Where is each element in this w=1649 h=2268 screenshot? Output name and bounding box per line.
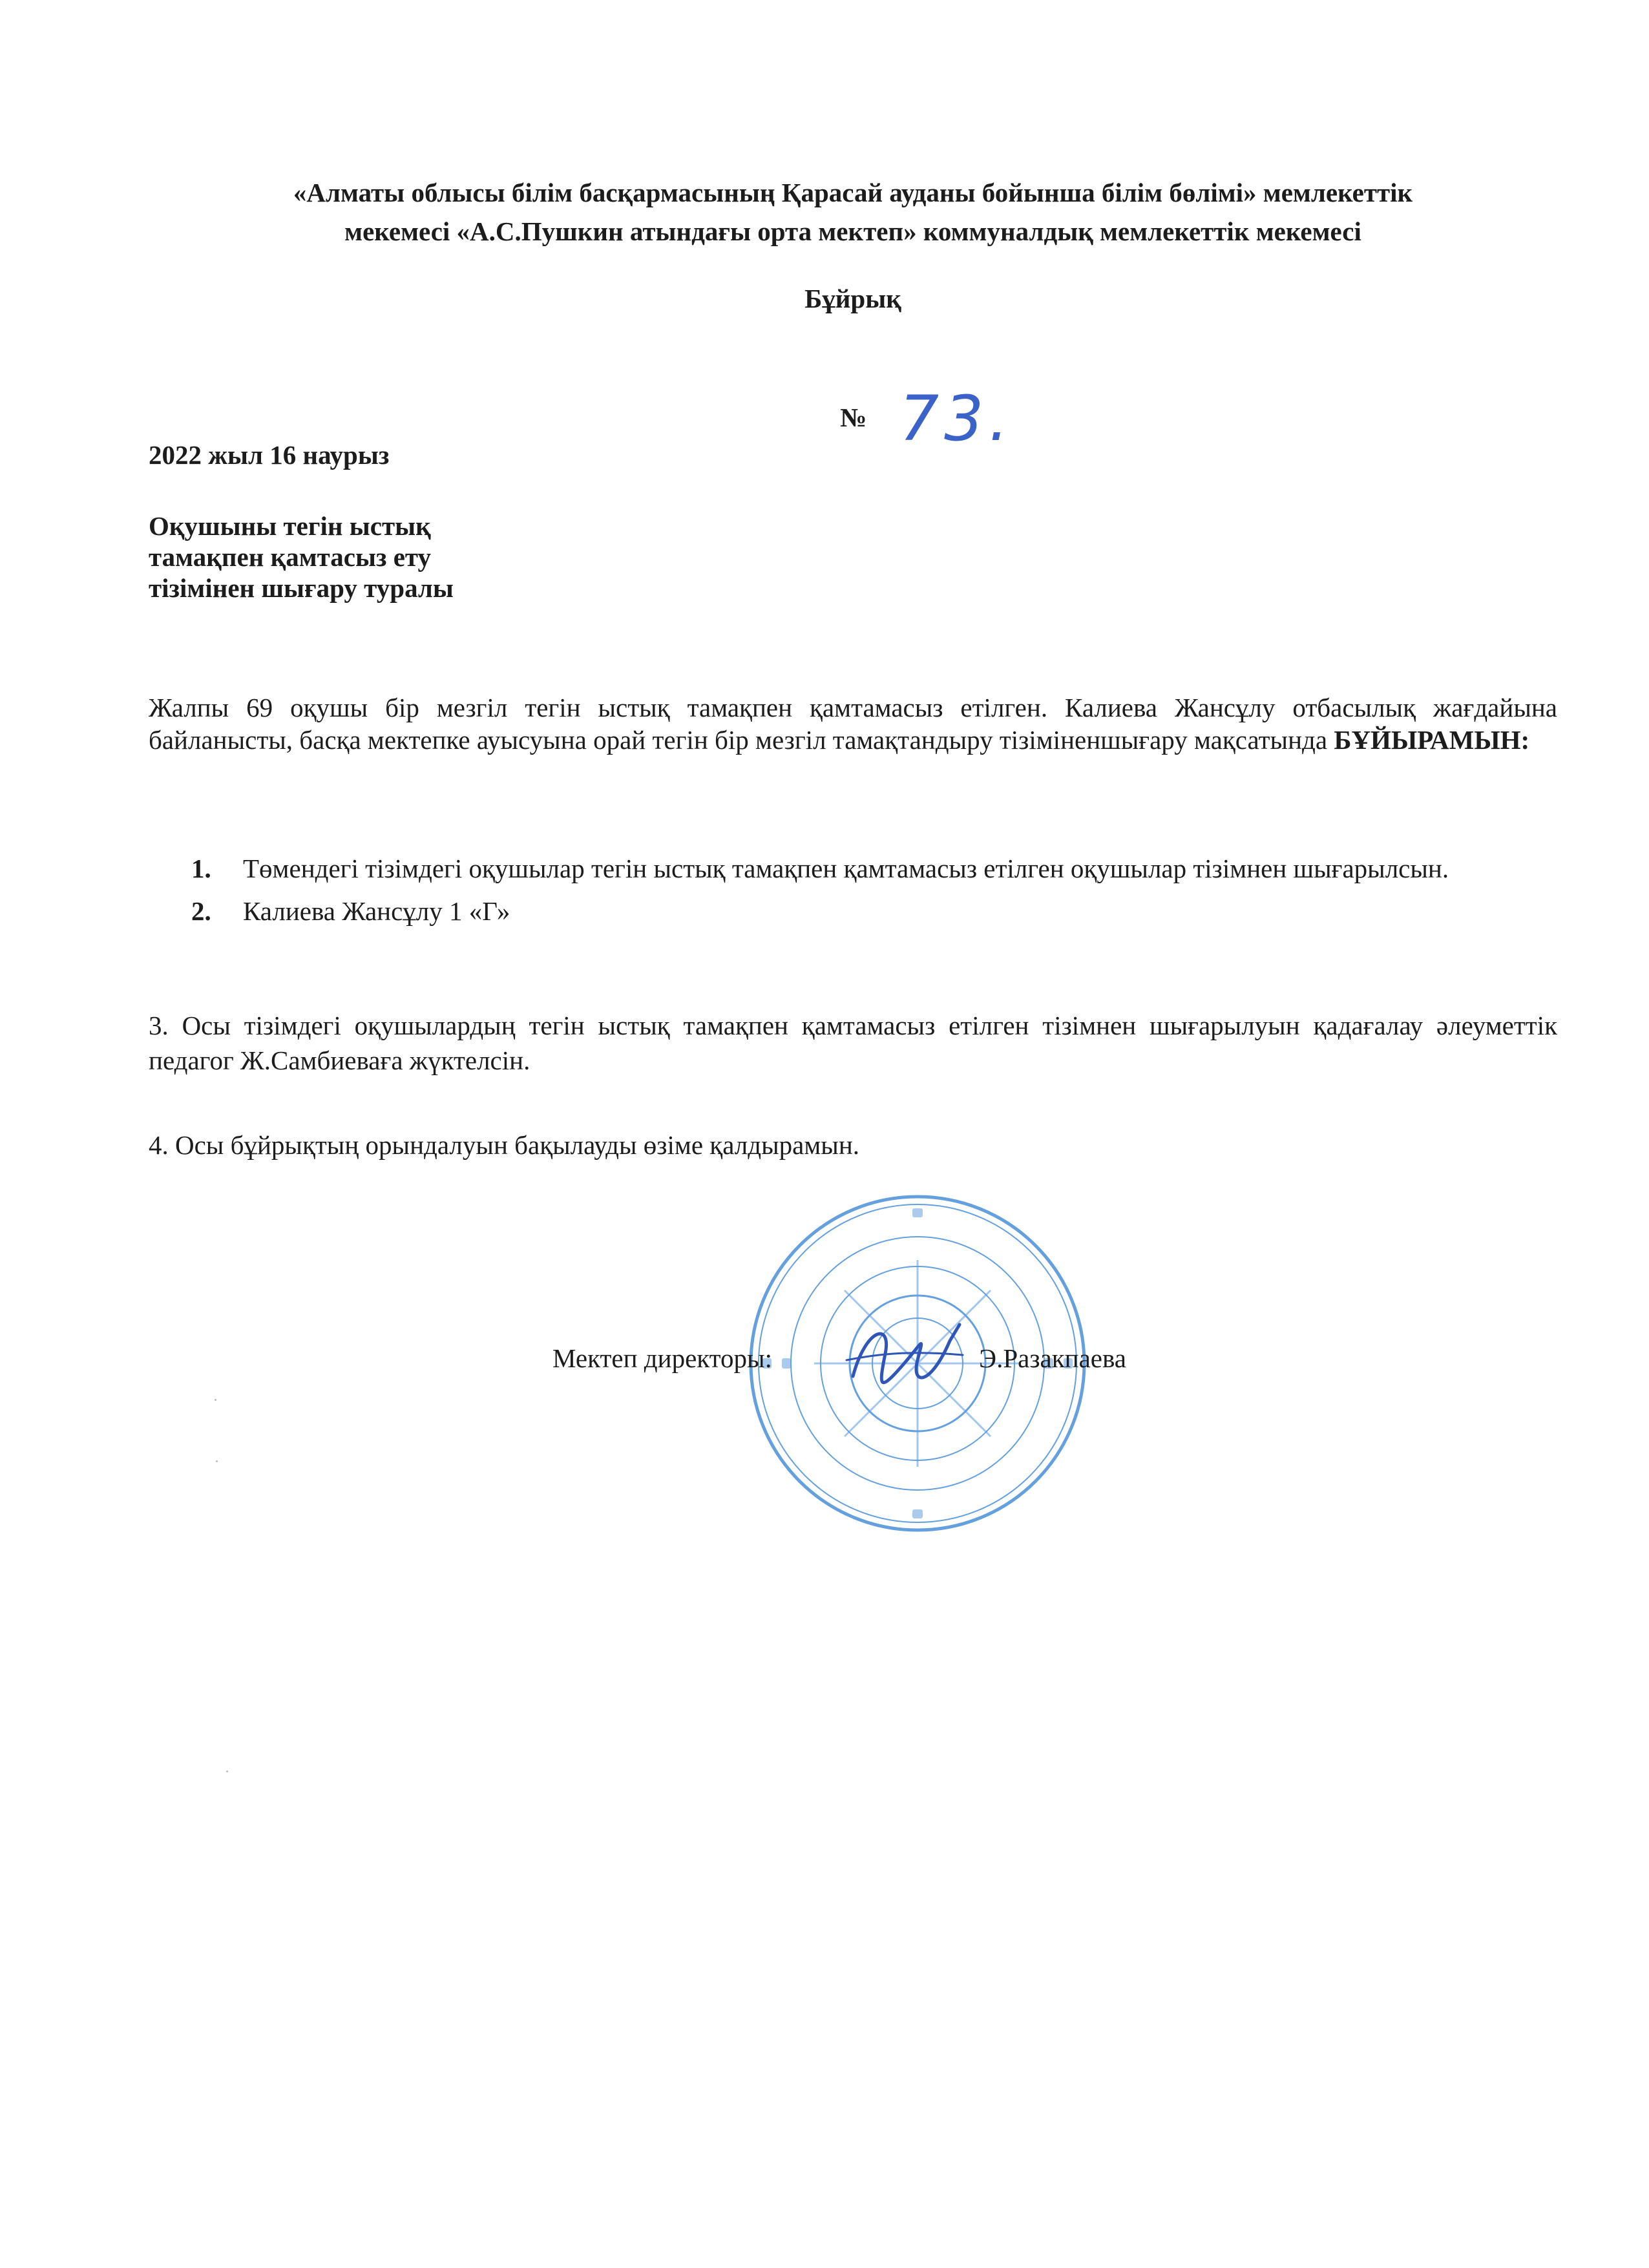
signer-title: Мектеп директоры: bbox=[552, 1343, 772, 1373]
order-list bbox=[187, 853, 1557, 938]
list-item-number: 2. bbox=[191, 896, 211, 926]
decree-word: БҰЙЫРАМЫН: bbox=[1334, 725, 1530, 755]
subject-line-3: тізімінен шығару туралы bbox=[149, 573, 454, 603]
intro-text: Жалпы 69 оқушы бір мезгіл тегін ыстық тамақпен қамтамасыз етілген. Калиева Жансұлу отбасылық жағдайына байланысты, басқа мектепке ауысуына орай тегін бір мезгіл тамақтандыру тізіміненшығару мақсатында bbox=[149, 693, 1557, 755]
scan-speck bbox=[226, 1770, 228, 1772]
intro-paragraph bbox=[149, 691, 1557, 756]
list-item-text: Калиева Жансұлу 1 «Г» bbox=[243, 896, 510, 926]
handwritten-signature bbox=[840, 1315, 969, 1399]
subject-line-2: тамақпен қамтасыз ету bbox=[149, 542, 432, 572]
header-line-2: мекемесі «А.С.Пушкин атындағы орта мектеп» коммуналдық мемлекеттік мекемесі bbox=[344, 216, 1361, 246]
institution-header bbox=[149, 173, 1557, 251]
list-item bbox=[187, 896, 1557, 927]
list-item bbox=[187, 853, 1557, 884]
signer-name: Э.Разакпаева bbox=[979, 1343, 1126, 1373]
scan-speck bbox=[216, 1460, 218, 1462]
document-type-title: Бұйрық bbox=[804, 284, 901, 313]
list-item-text: Төмендегі тізімдегі оқушылар тегін ыстық тамақпен қамтамасыз етілген оқушылар тізімнен шығарылсын. bbox=[243, 854, 1449, 883]
subject-line-1: Оқушыны тегін ыстық bbox=[149, 511, 431, 541]
list-item-number: 1. bbox=[191, 854, 211, 883]
order-date: 2022 жыл 16 наурыз bbox=[149, 440, 390, 470]
paragraph-3: 3. Осы тізімдегі оқушылардың тегін ыстық тамақпен қамтамасыз етілген тізімнен шығарылуын қадағалау әлеуметтік педагог Ж.Самбиеваға жүктелсін. bbox=[149, 1011, 1557, 1075]
header-line-1: «Алматы облысы білім басқармасының Қарасай ауданы бойынша білім бөлімі» мемлекеттік bbox=[293, 178, 1413, 207]
order-subject bbox=[149, 510, 454, 604]
handwritten-number: 73. bbox=[899, 383, 1014, 455]
number-sign: № bbox=[840, 403, 867, 432]
paragraph-4: 4. Осы бұйрықтың орындалуын бақылауды өзіме қалдырамын. bbox=[149, 1130, 860, 1160]
scan-speck bbox=[215, 1399, 216, 1401]
